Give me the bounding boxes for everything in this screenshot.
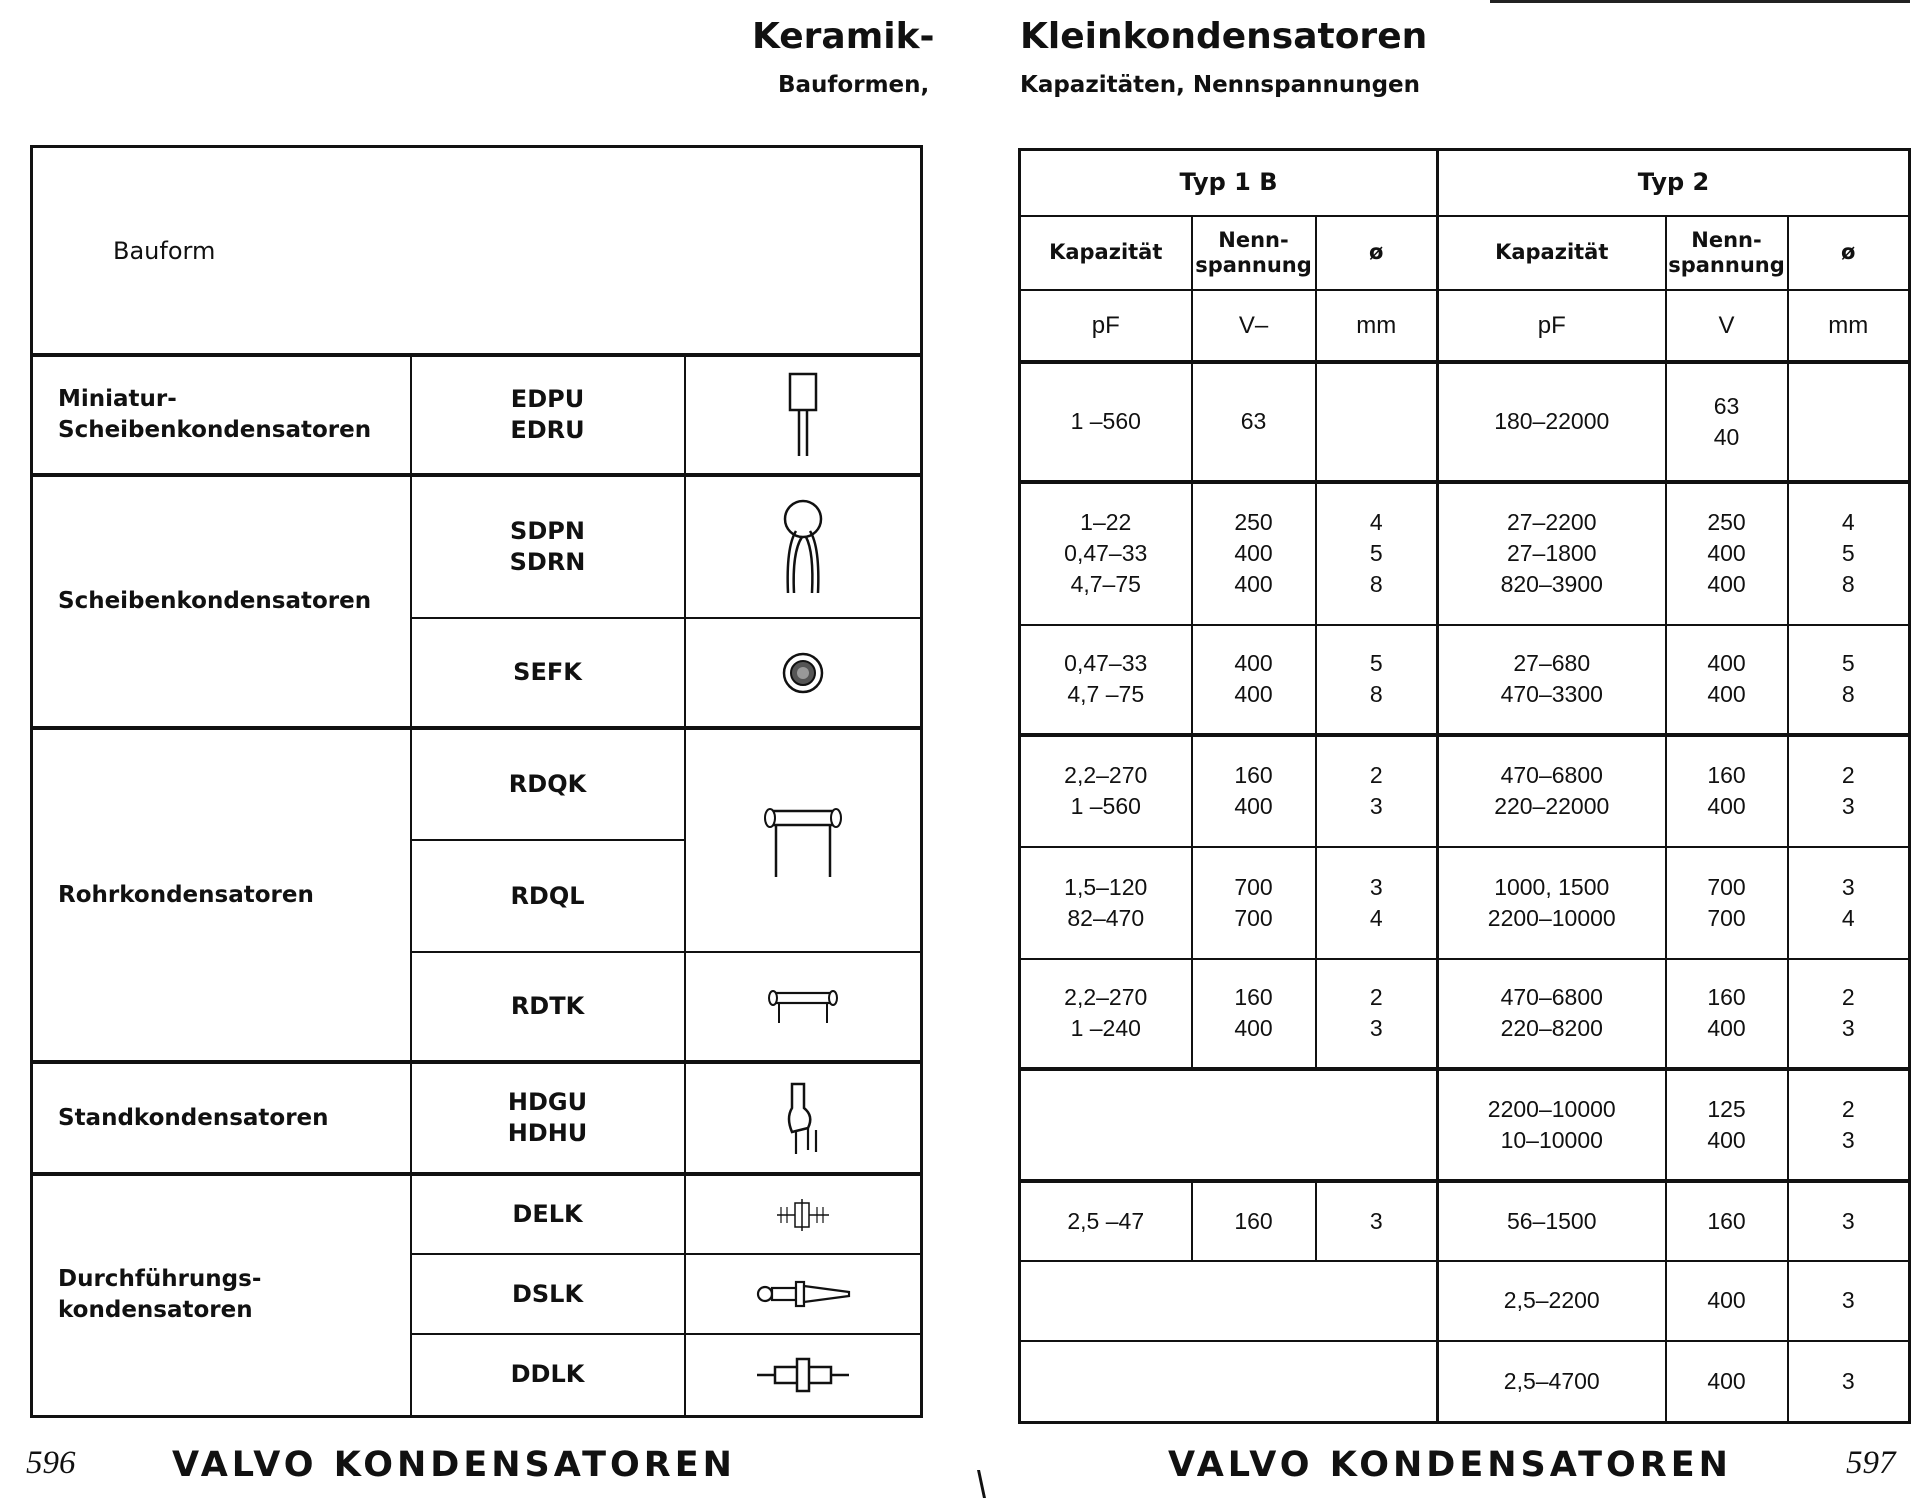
feedthrough-small-icon [685,1174,922,1254]
code-cell [411,1334,685,1416]
t2-spannung: 250 400 400 [1666,482,1788,625]
type-code: EDPU EDRU [510,385,585,444]
group-name: Scheibenkondensatoren [58,588,372,614]
t2-spannung: 125 400 [1666,1069,1788,1181]
type-code: SDPN SDRN [509,517,586,576]
t1-spannung: 700 700 [1192,847,1316,959]
code-cell [411,952,685,1062]
top-rule [1490,0,1910,3]
t2-kapazitaet: 1000, 1500 2200–10000 [1438,847,1666,959]
t1-diameter: 5 8 [1316,625,1438,735]
t2-diameter: 2 3 [1788,1069,1910,1181]
tube-capacitor-icon [685,728,922,952]
group-scheiben [32,475,411,728]
group-name: Standkondensatoren [58,1104,329,1131]
group-miniatur [32,355,411,475]
feedthrough-screw-icon [685,1254,922,1334]
bauform-header: Bauform [32,147,922,356]
unit-mm-1: mm [1316,290,1438,362]
code-cell [411,355,685,475]
t2-kapazitaet: 470–6800 220–8200 [1438,959,1666,1069]
t2-spannung: 160 400 [1666,959,1788,1069]
group-stand [32,1062,411,1174]
t1-empty [1020,1069,1438,1181]
t2-spannung: 400 400 [1666,625,1788,735]
code-cell [411,1174,685,1254]
table-row [1020,1261,1910,1341]
code-cell [411,618,685,728]
unit-pf-2: pF [1438,290,1666,362]
table-row [1020,847,1910,959]
miniatur-disc-capacitor-icon [685,355,922,475]
t1-spannung: 63 [1192,362,1316,482]
t1-diameter: 4 5 8 [1316,482,1438,625]
t2-diameter: 3 [1788,1341,1910,1423]
subtitle-left: Bauformen, [778,72,930,98]
t1-diameter [1316,362,1438,482]
t2-kapazitaet: 56–1500 [1438,1181,1666,1261]
t2-kapazitaet: 27–2200 27–1800 820–3900 [1438,482,1666,625]
t1-kapazitaet: 2,5 –47 [1020,1181,1192,1261]
t2-spannung: 400 [1666,1341,1788,1423]
col-diameter-2: ø [1788,216,1910,290]
t2-diameter: 5 8 [1788,625,1910,735]
code-cell [411,728,685,840]
type-code: DDLK [510,1360,585,1389]
t2-kapazitaet: 2200–10000 10–10000 [1438,1069,1666,1181]
table-row [1020,735,1910,847]
table-row [1020,625,1910,735]
code-cell [411,840,685,952]
type-code: DSLK [511,1279,584,1308]
table-row [1020,362,1910,482]
code-cell [411,1254,685,1334]
col-kapazitaet-1: Kapazität [1020,216,1192,290]
binding-mark [977,1470,986,1498]
group-name: Miniatur- Scheibenkondensatoren [58,386,372,443]
col-nennspannung-2: Nenn- spannung [1666,216,1788,290]
col-kapazitaet-2: Kapazität [1438,216,1666,290]
typ1-header: Typ 1 B [1020,150,1438,216]
t2-diameter [1788,362,1910,482]
t2-spannung: 160 [1666,1181,1788,1261]
table-row [1020,1181,1910,1261]
code-cell [411,1062,685,1174]
t1-empty [1020,1261,1438,1341]
t1-spannung: 160 400 [1192,959,1316,1069]
table-row [1020,1341,1910,1423]
t1-diameter: 2 3 [1316,735,1438,847]
t2-spannung: 700 700 [1666,847,1788,959]
t2-diameter: 3 [1788,1261,1910,1341]
t1-kapazitaet: 2,2–270 1 –240 [1020,959,1192,1069]
t2-kapazitaet: 2,5–4700 [1438,1341,1666,1423]
t2-diameter: 3 4 [1788,847,1910,959]
t1-kapazitaet: 0,47–33 4,7 –75 [1020,625,1192,735]
page-number-right: 597 [1846,1445,1896,1481]
group-name: Rohrkondensatoren [58,881,314,908]
unit-v-1: V– [1192,290,1316,362]
t1-empty [1020,1341,1438,1423]
unit-mm-2: mm [1788,290,1910,362]
t1-spannung: 160 400 [1192,735,1316,847]
table-row [1020,1069,1910,1181]
t1-diameter: 2 3 [1316,959,1438,1069]
group-rohr [32,728,411,1062]
t2-diameter: 4 5 8 [1788,482,1910,625]
footer-brand-left: VALVO KONDENSATOREN [172,1445,736,1485]
t1-kapazitaet: 1 –560 [1020,362,1192,482]
type-code: RDQK [508,770,587,798]
t1-kapazitaet: 1,5–120 82–470 [1020,847,1192,959]
t2-kapazitaet: 470–6800 220–22000 [1438,735,1666,847]
t2-diameter: 3 [1788,1181,1910,1261]
standing-capacitor-icon [685,1062,922,1174]
t2-kapazitaet: 27–680 470–3300 [1438,625,1666,735]
title-left: Keramik- [752,16,935,57]
group-durchfuehrung [32,1174,411,1416]
col-diameter-1: ø [1316,216,1438,290]
t2-diameter: 2 3 [1788,735,1910,847]
typ2-header: Typ 2 [1438,150,1910,216]
footer-brand-right: VALVO KONDENSATOREN [1168,1445,1732,1485]
code-cell [411,475,685,618]
t2-kapazitaet: 180–22000 [1438,362,1666,482]
t1-spannung: 400 400 [1192,625,1316,735]
col-nennspannung-1: Nenn- spannung [1192,216,1316,290]
t1-spannung: 160 [1192,1181,1316,1261]
table-row [1020,959,1910,1069]
t2-spannung: 63 40 [1666,362,1788,482]
t1-kapazitaet: 1–22 0,47–33 4,7–75 [1020,482,1192,625]
bauform-table [30,145,923,1418]
group-name: Durchführungs- kondensatoren [58,1266,262,1324]
t2-kapazitaet: 2,5–2200 [1438,1261,1666,1341]
disc-capacitor-icon [685,475,922,618]
type-code: RDQL [510,881,585,910]
type-code: SEFK [513,658,582,686]
feedthrough-tube-icon [685,1334,922,1416]
round-disc-icon [685,618,922,728]
table-row [1020,482,1910,625]
t1-spannung: 250 400 400 [1192,482,1316,625]
t2-spannung: 400 [1666,1261,1788,1341]
unit-pf-1: pF [1020,290,1192,362]
page-number-left: 596 [26,1445,76,1481]
type-code: HDGU HDHU [507,1088,588,1147]
capacity-table [1018,148,1911,1424]
t2-spannung: 160 400 [1666,735,1788,847]
t1-kapazitaet: 2,2–270 1 –560 [1020,735,1192,847]
t1-diameter: 3 4 [1316,847,1438,959]
type-code: RDTK [510,992,585,1020]
t2-diameter: 2 3 [1788,959,1910,1069]
type-code: DELK [512,1200,583,1228]
t1-diameter: 3 [1316,1181,1438,1261]
unit-v-2: V [1666,290,1788,362]
small-tube-capacitor-icon [685,952,922,1062]
title-right: Kleinkondensatoren [1020,16,1428,57]
subtitle-right: Kapazitäten, Nennspannungen [1020,72,1421,98]
